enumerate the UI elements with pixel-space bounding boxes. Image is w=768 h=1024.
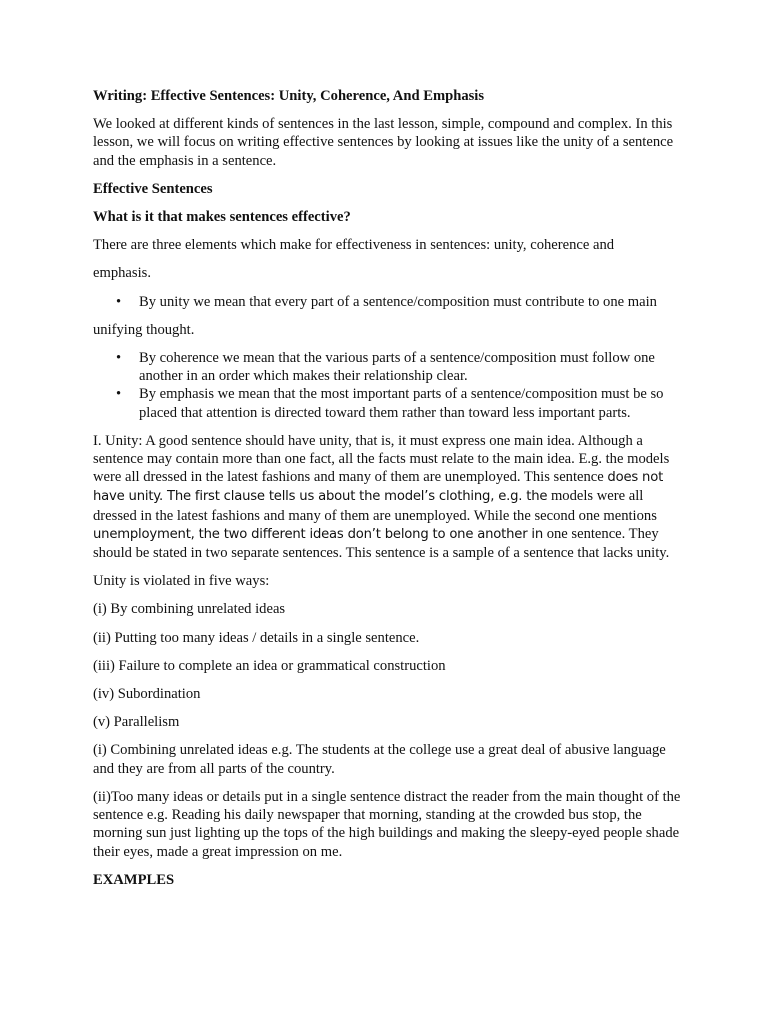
three-elements-line-2: emphasis. (93, 265, 151, 282)
violation-way-1: (i) By combining unrelated ideas (93, 601, 286, 618)
bullet-dot: • (116, 293, 122, 310)
unifying-thought: unifying thought. (93, 321, 195, 338)
unity-text-part: models were all dressed in the latest fashions and many of them are unemployed. While the second one mentions (93, 488, 657, 524)
list-item (93, 385, 683, 421)
list-item (93, 293, 683, 311)
bullet-dot: • (116, 386, 122, 403)
violated-intro: Unity is violated in five ways: (93, 573, 270, 590)
violation-way-4: (iv) Subordination (93, 686, 201, 703)
document-page (93, 87, 683, 899)
bullet-list-unity (93, 293, 683, 311)
examples-heading: EXAMPLES (93, 871, 175, 888)
unity-text-part: I. Unity: A good sentence should have unity, that is, it must express one main idea. Although a sentence may contain more than one fact, all the facts must relate to the main idea. E.g. the models were all dressed in the latest fashions and many of them are unemployed. This sentence (93, 432, 670, 486)
unity-text-part: one sentence. They should be stated in two separate sentences. This sentence is a sample of a sentence that lacks unity. (93, 525, 670, 562)
bullet-dot: • (116, 350, 122, 367)
bullet-coherence-text: By coherence we mean that the various parts of a sentence/composition must follow one another in an order which makes their relationship clear. (139, 350, 655, 385)
violation-way-2: (ii) Putting too many ideas / details in a single sentence. (93, 629, 420, 646)
combining-unrelated-paragraph: (i) Combining unrelated ideas e.g. The students at the college use a great deal of abusive language and they are from all parts of the country. (93, 742, 666, 777)
violation-way-5: (v) Parallelism (93, 714, 180, 731)
bullet-list-coherence-emphasis (93, 349, 683, 422)
unity-text-part: unemployment, the two different ideas don’t belong to one another in (93, 526, 544, 542)
bullet-emphasis-text: By emphasis we mean that the most important parts of a sentence/composition must be so placed that attention is directed toward them rather than toward less important parts. (139, 386, 664, 421)
heading-effective-sentences: Effective Sentences (93, 180, 213, 197)
too-many-ideas-paragraph: (ii)Too many ideas or details put in a single sentence distract the reader from the main thought of the sentence e.g. Reading his daily newspaper that morning, standing at the crowded bus stop, the morning sun just lighting up the tops of the high buildings and making the sleepy-eyed people shade their eyes, made a great impression on me. (93, 788, 681, 860)
intro-paragraph: We looked at different kinds of sentences in the last lesson, simple, compound and complex. In this lesson, we will focus on writing effective sentences by looking at issues like the unity of a sentence and the emphasis in a sentence. (93, 116, 674, 169)
question-heading: What is it that makes sentences effective? (93, 209, 351, 226)
bullet-unity-text: By unity we mean that every part of a sentence/composition must contribute to one main (139, 293, 657, 310)
violation-way-3: (iii) Failure to complete an idea or grammatical construction (93, 657, 446, 674)
unity-text-part: does not have unity. The first clause tells us about the model’s clothing, e.g. the (93, 470, 664, 505)
unity-paragraph (93, 432, 683, 562)
list-item (93, 349, 683, 385)
document-title: Writing: Effective Sentences: Unity, Coherence, And Emphasis (93, 88, 485, 104)
three-elements-line-1: There are three elements which make for effectiveness in sentences: unity, coherence and (93, 237, 615, 254)
